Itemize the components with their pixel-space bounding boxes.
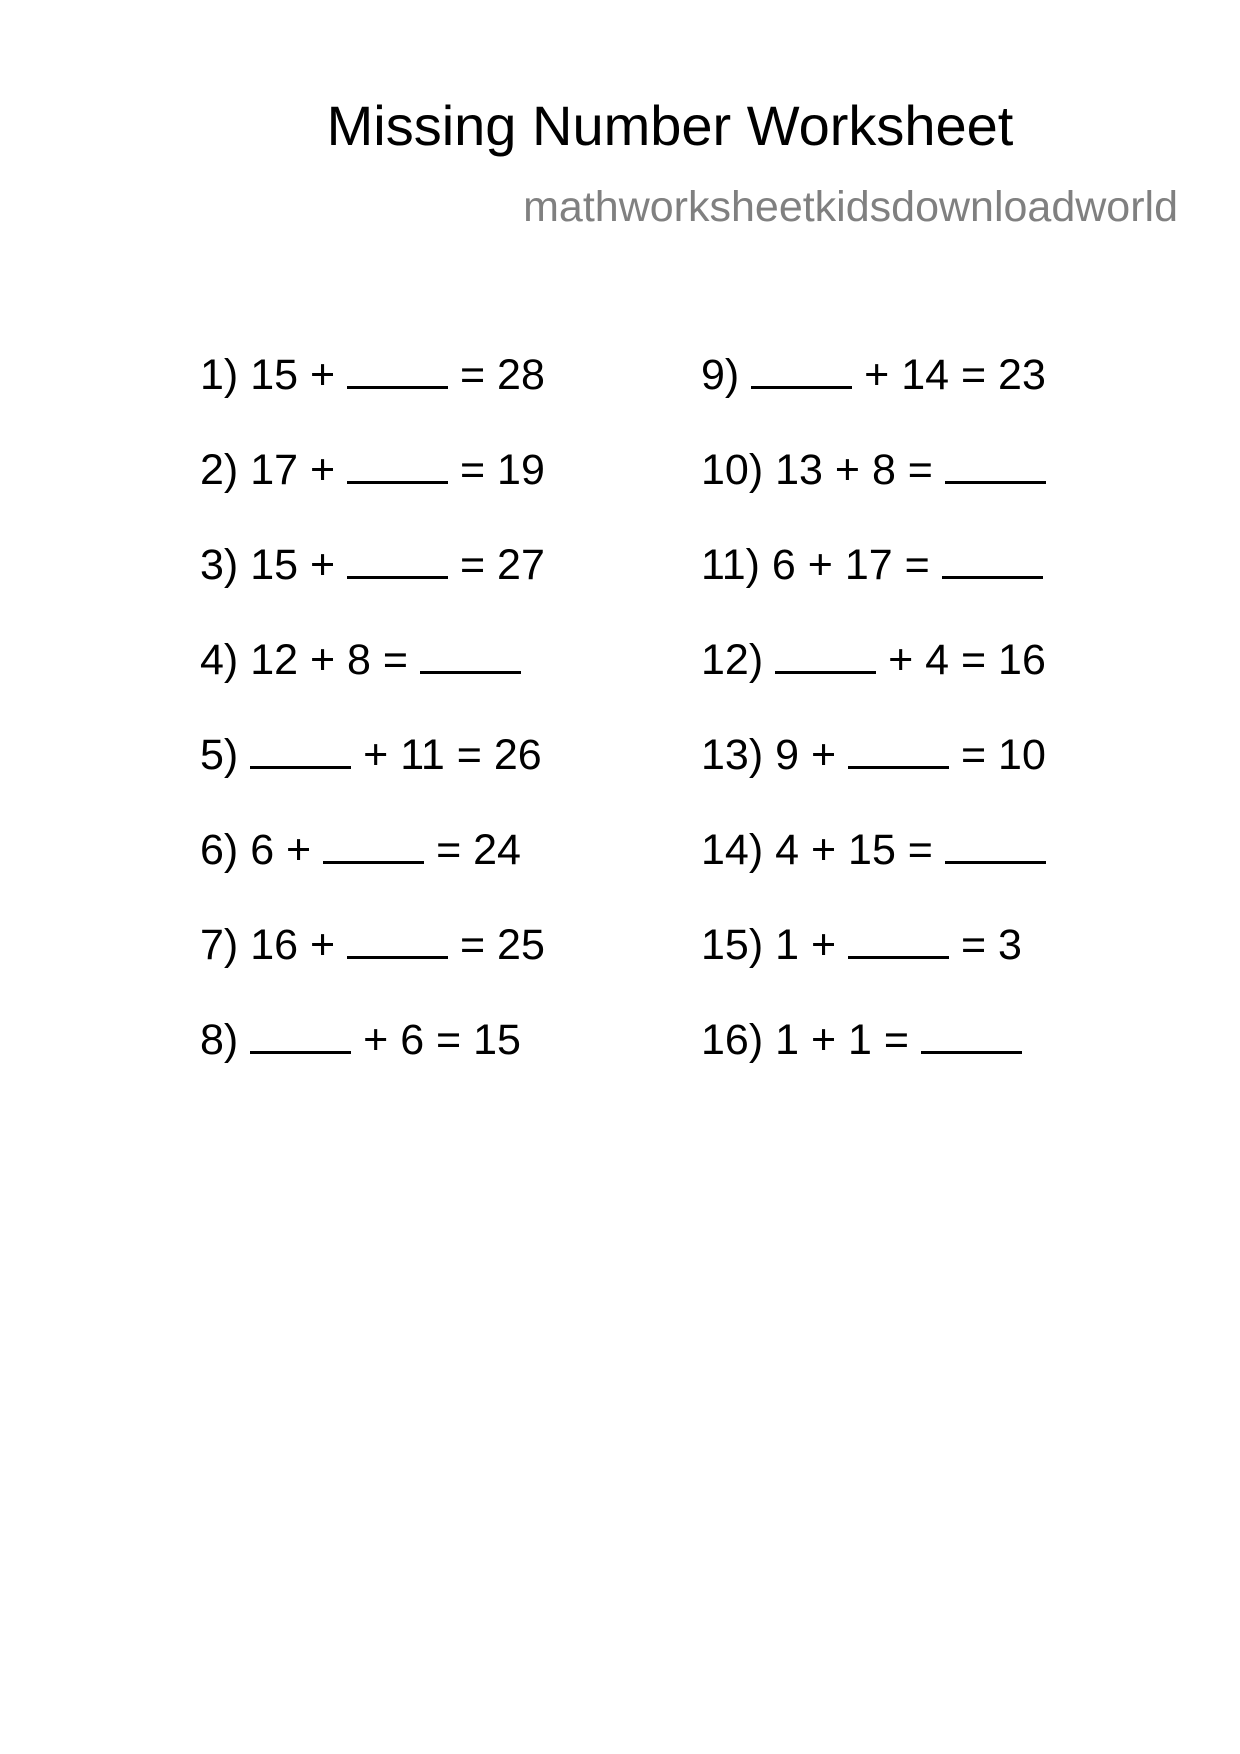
problem-7: [200, 920, 545, 1015]
problem-14: [701, 825, 1046, 920]
problem-left: 1 +: [775, 921, 837, 969]
problem-number: 11): [701, 541, 760, 589]
problem-left: 17 +: [250, 446, 336, 494]
problem-left: 16 +: [250, 921, 336, 969]
problem-left: 15 +: [250, 351, 336, 399]
problem-right: = 27: [459, 541, 545, 589]
problem-12: [701, 635, 1046, 730]
problem-10: [701, 445, 1046, 540]
answer-blank[interactable]: [921, 1051, 1022, 1054]
problem-number: 16): [701, 1016, 764, 1064]
problem-3: [200, 540, 545, 635]
problem-right: + 11 = 26: [363, 731, 542, 779]
problem-left: 6 +: [250, 826, 312, 874]
problem-right: = 10: [961, 731, 1046, 779]
answer-blank[interactable]: [347, 481, 448, 484]
problem-16: [701, 1015, 1046, 1110]
problem-1: [200, 350, 545, 445]
problem-5: [200, 730, 545, 825]
problem-right: = 28: [459, 351, 545, 399]
problem-4: [200, 635, 545, 730]
problem-left: 1 + 1 =: [775, 1016, 910, 1064]
answer-blank[interactable]: [945, 861, 1046, 864]
problem-number: 5): [200, 731, 239, 779]
problem-13: [701, 730, 1046, 825]
problem-left: 9 +: [775, 731, 837, 779]
worksheet-title: Missing Number Worksheet: [326, 94, 1014, 157]
problem-right: = 19: [459, 446, 545, 494]
answer-blank[interactable]: [323, 861, 424, 864]
problem-left: 13 + 8 =: [775, 446, 933, 494]
problem-number: 14): [701, 826, 764, 874]
problem-number: 6): [200, 826, 239, 874]
problem-left: 4 + 15 =: [775, 826, 933, 874]
answer-blank[interactable]: [420, 671, 521, 674]
problem-column-left: [200, 350, 545, 1110]
worksheet-source-watermark: mathworksheetkidsdownloadworld: [523, 183, 1178, 231]
problem-number: 2): [200, 446, 239, 494]
problem-column-right: [701, 350, 1046, 1110]
problem-right: = 24: [436, 826, 521, 874]
problem-right: = 25: [459, 921, 545, 969]
problem-9: [701, 350, 1046, 445]
answer-blank[interactable]: [942, 576, 1043, 579]
answer-blank[interactable]: [250, 1051, 351, 1054]
problem-left: 12 + 8 =: [250, 636, 408, 684]
problem-number: 8): [200, 1016, 239, 1064]
answer-blank[interactable]: [775, 671, 876, 674]
answer-blank[interactable]: [848, 956, 949, 959]
problem-number: 10): [701, 446, 764, 494]
problem-left: 15 +: [250, 541, 336, 589]
problem-8: [200, 1015, 545, 1110]
answer-blank[interactable]: [347, 956, 448, 959]
problem-left: 6 + 17 =: [771, 541, 930, 589]
problem-number: 13): [701, 731, 764, 779]
problem-number: 7): [200, 921, 239, 969]
problem-number: 9): [701, 351, 740, 399]
problem-right: + 14 = 23: [864, 351, 1046, 399]
answer-blank[interactable]: [250, 766, 351, 769]
answer-blank[interactable]: [751, 386, 852, 389]
answer-blank[interactable]: [945, 481, 1046, 484]
problem-6: [200, 825, 545, 920]
problem-2: [200, 445, 545, 540]
problem-number: 12): [701, 636, 764, 684]
problem-11: [701, 540, 1046, 635]
problem-number: 1): [200, 351, 239, 399]
problem-right: + 4 = 16: [888, 636, 1046, 684]
answer-blank[interactable]: [848, 766, 949, 769]
problem-15: [701, 920, 1046, 1015]
problem-right: = 3: [961, 921, 1022, 969]
answer-blank[interactable]: [347, 386, 448, 389]
problem-number: 4): [200, 636, 239, 684]
answer-blank[interactable]: [347, 576, 448, 579]
problem-right: + 6 = 15: [363, 1016, 521, 1064]
problem-number: 3): [200, 541, 239, 589]
problem-number: 15): [701, 921, 764, 969]
